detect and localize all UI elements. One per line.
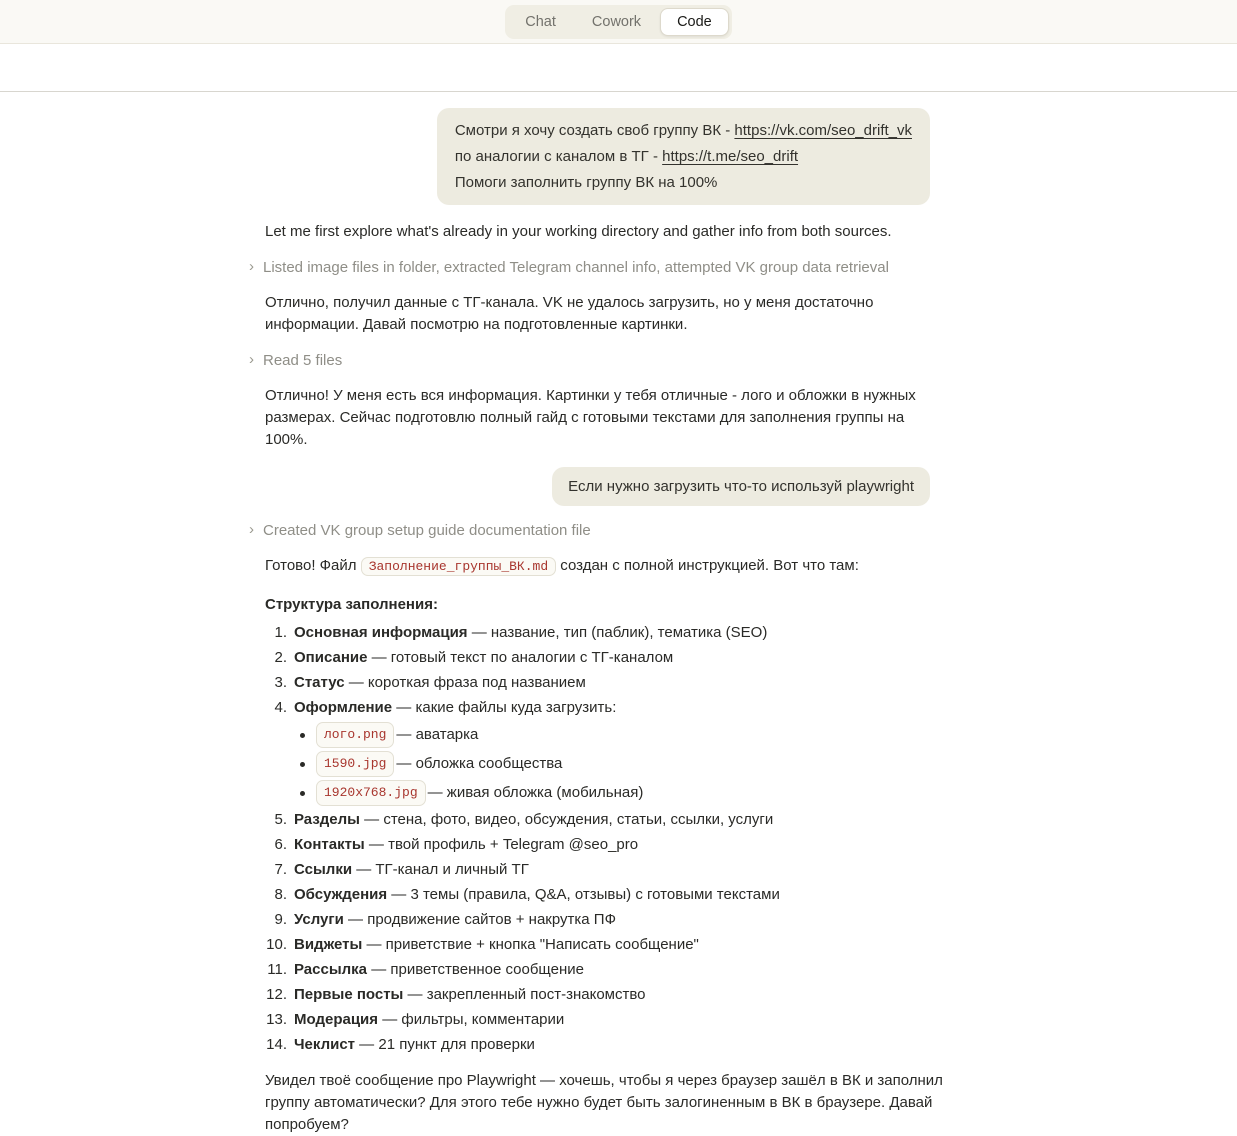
list-item-number: 5.	[274, 811, 287, 828]
user-message-text: Смотри я хочу создать своб группу ВК -	[454, 122, 735, 139]
user-message-bubble	[437, 108, 930, 205]
list-item	[265, 1009, 948, 1031]
list-item-label: Услуги	[294, 911, 344, 928]
user-message-text: Если нужно загрузить что-то используй playwright	[568, 478, 914, 495]
list-subitem-text: — обложка сообщества	[396, 755, 563, 772]
bullet-icon	[300, 791, 305, 796]
list-item-number: 3.	[274, 674, 287, 691]
list-subitem-text: — живая обложка (мобильная)	[427, 784, 644, 801]
telegram-channel-link[interactable]: https://t.me/seo_drift	[662, 148, 799, 165]
list-item-number: 4.	[274, 699, 287, 716]
list-item-label: Оформление	[294, 699, 393, 716]
vk-group-link[interactable]: https://vk.com/seo_drift_vk	[734, 122, 912, 139]
list-item-number: 1.	[274, 624, 287, 641]
list-item-body	[294, 647, 673, 669]
list-item-label: Ссылки	[294, 861, 353, 878]
chevron-right-icon: ›	[249, 258, 254, 275]
list-item-body	[294, 622, 767, 644]
list-item-number: 9.	[274, 911, 287, 928]
assistant-paragraph: Отлично! У меня есть вся информация. Картинки у тебя отличные - лого и обложки в нужных размерах. Сейчас подготовлю полный гайд с готовыми текстами для заполнения группы на 100%.	[265, 387, 916, 448]
tab-cowork[interactable]: Cowork	[591, 13, 642, 30]
list-item-body	[294, 884, 780, 906]
list-item-body	[294, 697, 616, 719]
list-item-number: 10.	[266, 936, 287, 953]
user-message-line	[455, 118, 912, 143]
list-item-number: 13.	[266, 1011, 287, 1028]
tab-chat[interactable]: Chat	[525, 13, 556, 30]
list-item	[265, 1034, 948, 1056]
structure-list	[249, 622, 948, 1056]
list-item-body	[294, 834, 638, 856]
list-item-body	[294, 984, 646, 1006]
list-item-body	[294, 934, 699, 956]
list-item-text: — приветствие + кнопка "Написать сообщение"	[362, 936, 699, 953]
list-item-body	[294, 959, 584, 981]
mode-segmented-control	[505, 5, 731, 39]
tool-step-label: Listed image files in folder, extracted Telegram channel info, attempted VK group data retrieval	[263, 259, 889, 276]
list-item	[265, 697, 948, 719]
list-item-label: Рассылка	[294, 961, 368, 978]
list-item-number: 2.	[274, 649, 287, 666]
list-item-body	[294, 909, 616, 931]
conversation-column	[249, 92, 948, 1136]
chevron-right-icon: ›	[249, 521, 254, 538]
created-file-chip[interactable]: Заполнение_группы_ВК.md	[361, 557, 556, 576]
list-item-label: Модерация	[294, 1011, 379, 1028]
list-item-text: — название, тип (паблик), тематика (SEO)	[467, 624, 768, 641]
tool-step-row[interactable]	[249, 522, 948, 539]
top-header-bar	[0, 0, 1237, 44]
list-item	[265, 859, 948, 881]
list-item-body	[294, 1009, 564, 1031]
list-item-label: Разделы	[294, 811, 360, 828]
list-item-label: Первые посты	[294, 986, 404, 1003]
list-item-label: Виджеты	[294, 936, 363, 953]
list-item-text: — стена, фото, видео, обсуждения, статьи, ссылки, услуги	[360, 811, 774, 828]
list-item-number: 14.	[266, 1036, 287, 1053]
list-item-number: 11.	[267, 961, 287, 978]
list-item-number: 12.	[266, 986, 287, 1003]
list-subitem-text: — аватарка	[396, 726, 479, 743]
list-item-text: — приветственное сообщение	[367, 961, 584, 978]
list-subitem	[265, 780, 948, 806]
user-message-text: по аналогии с каналом в ТГ -	[454, 148, 663, 165]
list-item-number: 6.	[274, 836, 287, 853]
list-item-label: Чеклист	[294, 1036, 356, 1053]
bullet-icon	[300, 733, 305, 738]
list-item-text: — закрепленный пост-знакомство	[403, 986, 646, 1003]
list-item-body	[294, 672, 586, 694]
file-created-text: создан с полной инструкцией. Вот что там:	[556, 557, 859, 574]
list-item-label: Основная информация	[294, 624, 468, 641]
assistant-paragraph-intro: Let me first explore what's already in your working directory and gather info from both sources.	[265, 223, 892, 240]
list-item-body	[294, 859, 529, 881]
list-item-number: 8.	[274, 886, 287, 903]
bullet-icon	[300, 762, 305, 767]
user-message-line	[455, 170, 912, 195]
structure-heading: Структура заполнения:	[265, 596, 438, 613]
file-name-chip: лого.png	[316, 722, 394, 748]
tool-step-row[interactable]	[249, 259, 948, 276]
user-message-text: Помоги заполнить группу ВК на 100%	[454, 174, 718, 191]
list-item	[265, 909, 948, 931]
list-item-body	[294, 809, 773, 831]
chevron-right-icon: ›	[249, 351, 254, 368]
list-item-text: — какие файлы куда загрузить:	[392, 699, 617, 716]
list-item-label: Контакты	[294, 836, 365, 853]
tool-step-row[interactable]	[249, 352, 948, 369]
list-subitem	[265, 722, 948, 748]
list-item-label: Обсуждения	[294, 886, 388, 903]
list-item-text: — 3 темы (правила, Q&A, отзывы) с готовыми текстами	[387, 886, 780, 903]
list-item-text: — продвижение сайтов + накрутка ПФ	[343, 911, 616, 928]
list-item	[265, 672, 948, 694]
list-item	[265, 984, 948, 1006]
tab-code[interactable]: Code	[660, 8, 729, 36]
list-item-label: Статус	[294, 674, 345, 691]
chat-area-top-strip	[0, 44, 1237, 92]
list-item-text: — твой профиль + Telegram @seo_pro	[364, 836, 639, 853]
list-item-number: 7.	[274, 861, 287, 878]
user-message-bubble	[552, 467, 930, 506]
file-created-text: Готово! Файл	[265, 557, 361, 574]
list-subitem	[265, 751, 948, 777]
list-item	[265, 834, 948, 856]
assistant-paragraph-file-created	[249, 555, 948, 578]
file-name-chip: 1920x768.jpg	[316, 780, 426, 806]
list-item	[265, 809, 948, 831]
file-name-chip: 1590.jpg	[316, 751, 394, 777]
list-item-body	[294, 1034, 535, 1056]
list-item	[265, 647, 948, 669]
list-item	[265, 934, 948, 956]
list-item-text: — фильтры, комментарии	[378, 1011, 565, 1028]
tool-step-label: Read 5 files	[263, 352, 343, 369]
assistant-paragraph-final: Увидел твоё сообщение про Playwright — хочешь, чтобы я через браузер зашёл в ВК и заполнил группу автоматически? Для этого тебе нужно будет быть залогиненным в ВК в браузере. Давай попробуем?	[265, 1072, 943, 1133]
list-item	[265, 884, 948, 906]
list-item	[265, 959, 948, 981]
list-item-text: — короткая фраза под названием	[344, 674, 586, 691]
user-message-line	[455, 144, 912, 169]
list-item-text: — готовый текст по аналогии с ТГ-каналом	[367, 649, 674, 666]
tool-step-label: Created VK group setup guide documentation file	[263, 522, 591, 539]
list-item	[265, 622, 948, 644]
assistant-paragraph: Отлично, получил данные с ТГ-канала. VK не удалось загрузить, но у меня достаточно информации. Давай посмотрю на подготовленные картинки.	[265, 294, 874, 333]
list-item-label: Описание	[294, 649, 368, 666]
list-item-text: — 21 пункт для проверки	[355, 1036, 535, 1053]
list-item-text: — ТГ-канал и личный ТГ	[352, 861, 529, 878]
